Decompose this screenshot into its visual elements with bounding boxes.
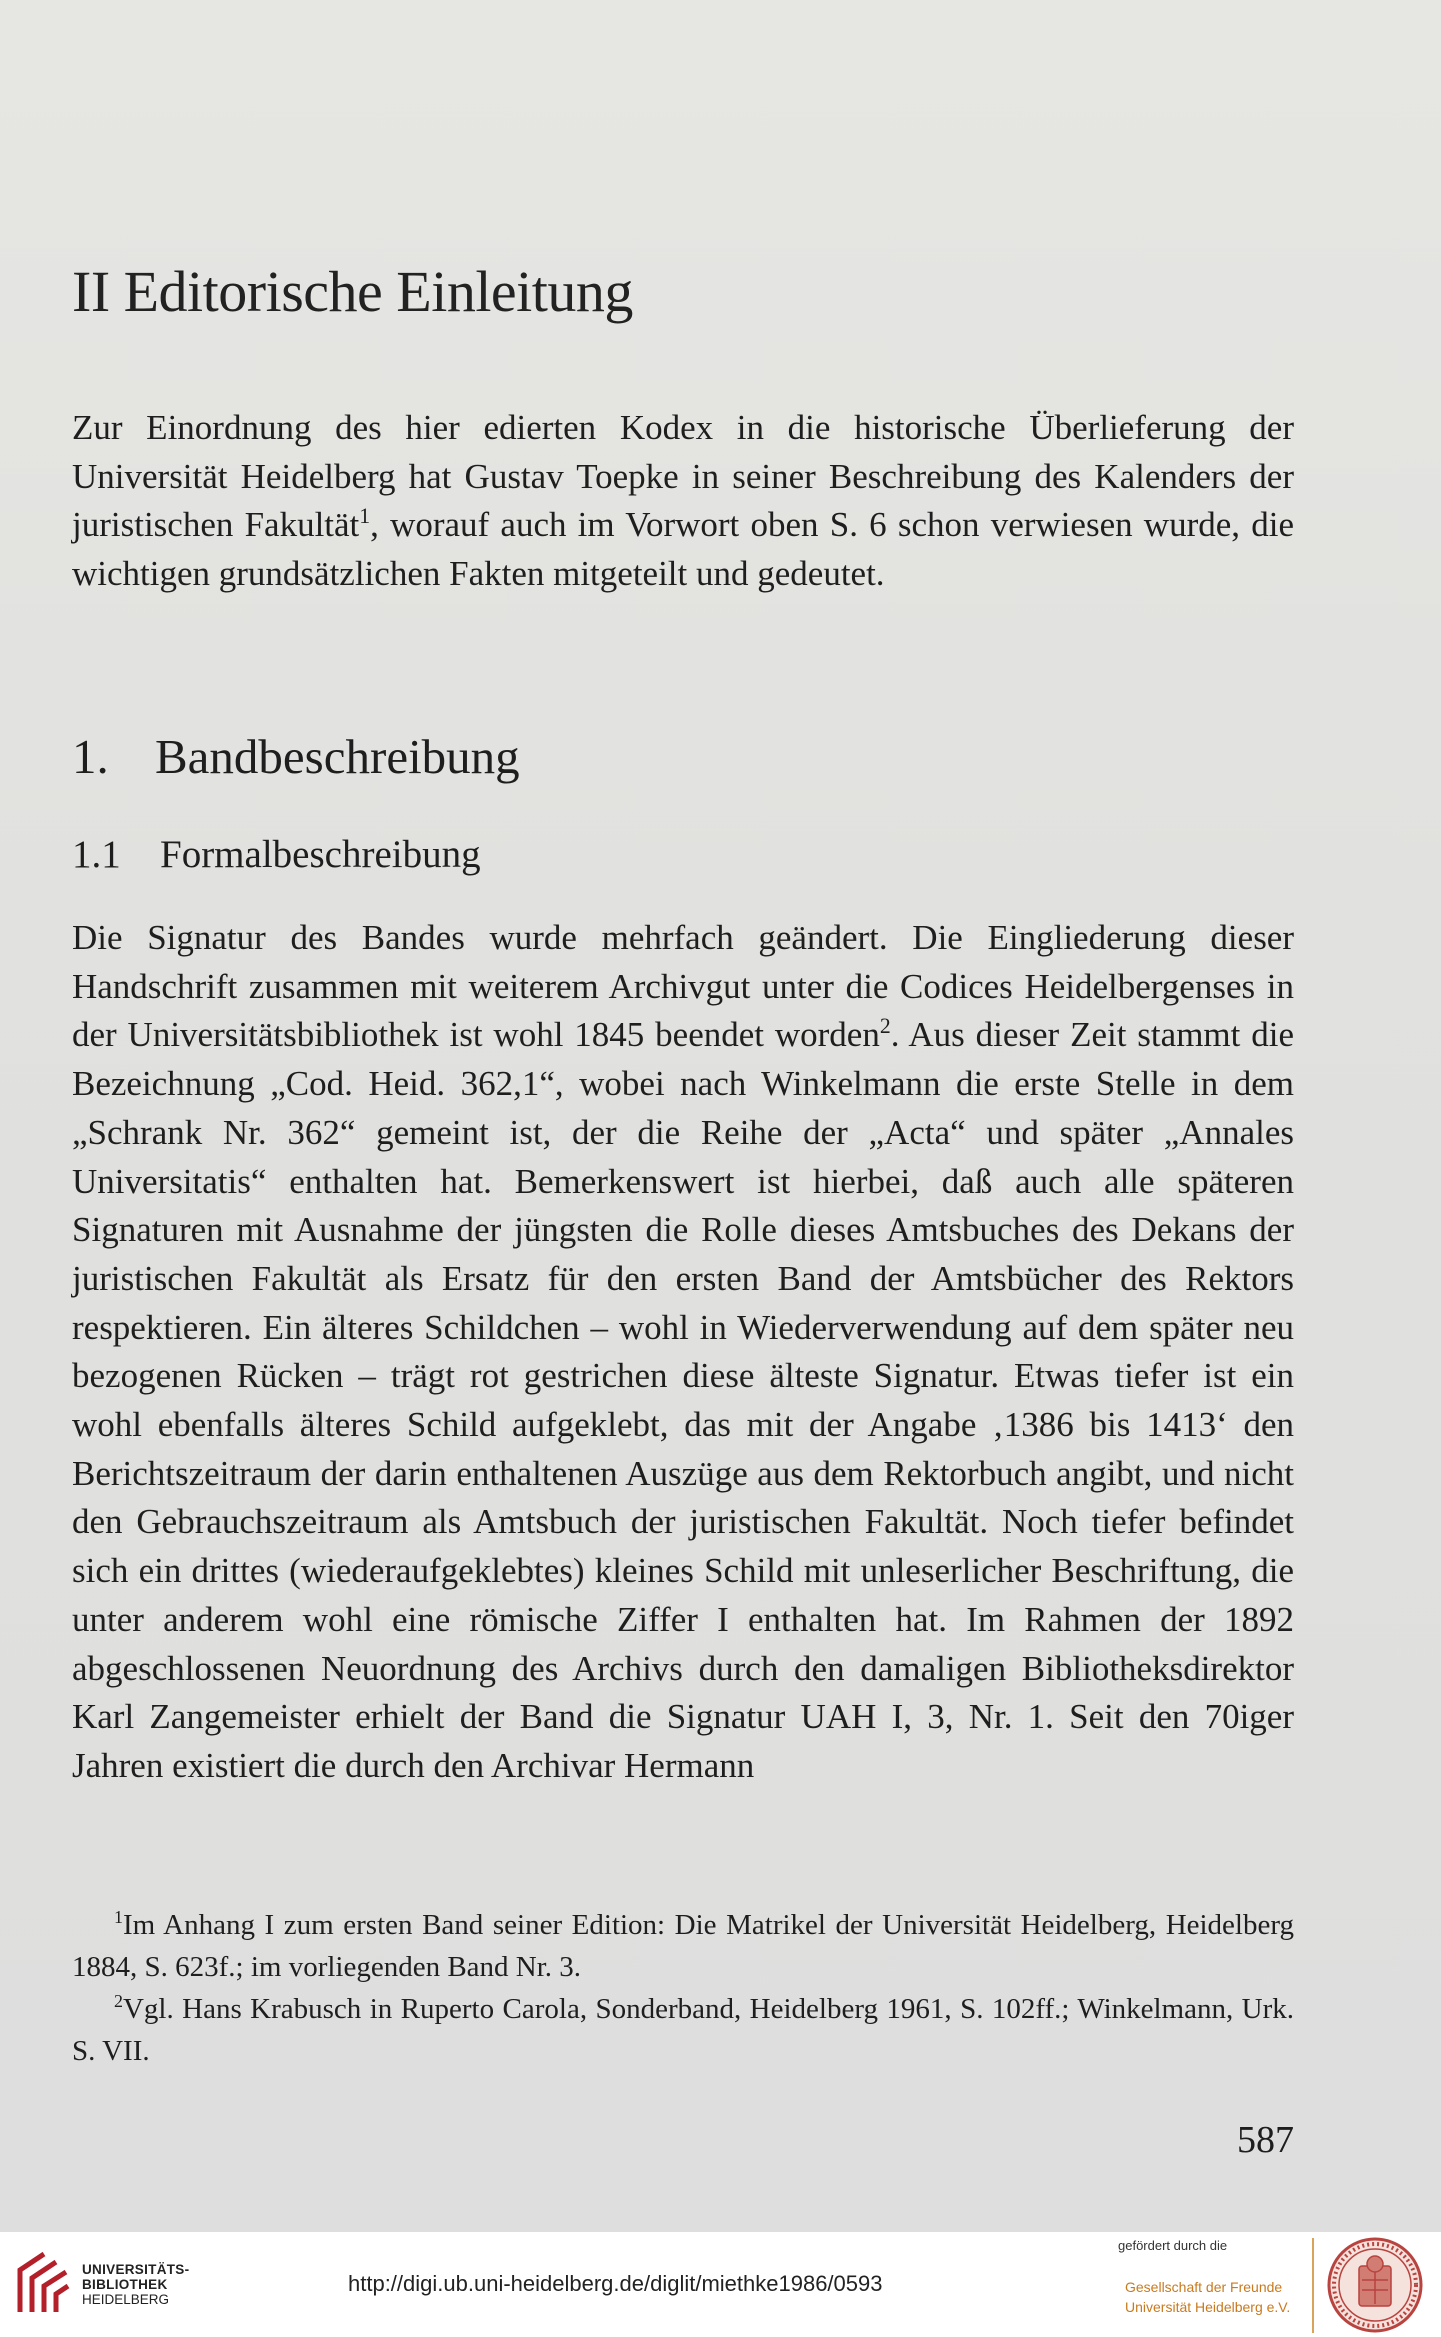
chapter-title: II Editorische Einleitung: [72, 259, 633, 324]
intro-text: Zur Einordnung des hier edierten Kodex in die historische Überlieferung der Universität Heidelberg hat Gustav Toepke in seiner Beschreibung des Kalenders der juristischen Fakultät: [72, 408, 1294, 544]
section-title: Bandbeschreibung: [155, 729, 520, 784]
sponsor-label: gefördert durch die: [1118, 2238, 1228, 2253]
ub-heidelberg-logo-icon[interactable]: [14, 2248, 72, 2318]
section-heading: [72, 728, 520, 785]
university-seal-icon: [1326, 2236, 1424, 2334]
body-paragraph: [72, 914, 1294, 1791]
subsection-title: Formalbeschreibung: [160, 833, 481, 876]
intro-paragraph: [72, 404, 1294, 598]
section-number: 1.: [72, 729, 109, 784]
permalink-url[interactable]: http://digi.ub.uni-heidelberg.de/diglit/miethke1986/0593: [348, 2271, 883, 2296]
sponsor-line-1: Gesellschaft der Freunde: [1125, 2279, 1283, 2295]
intro-text-continued: , worauf auch im Vorwort oben S. 6 schon verwiesen wurde, die wichtigen grundsätzlichen Fakten mitgeteilt und gedeutet.: [72, 505, 1294, 593]
ub-line-3: HEIDELBERG: [82, 2292, 170, 2307]
sponsor-line-2: Universität Heidelberg e.V.: [1125, 2299, 1291, 2315]
viewer-footer: [0, 2232, 1441, 2337]
footnote-2-text: Vgl. Hans Krabusch in Ruperto Carola, Sonderband, Heidelberg 1961, S. 102ff.; Winkelmann, Urk. S. VII.: [72, 1993, 1294, 2067]
body-text-continued: . Aus dieser Zeit stammt die Bezeichnung „Cod. Heid. 362,1“, wobei nach Winkelmann die erste Stelle in dem „Schrank Nr. 362“ gemeint ist, der die Reihe der „Acta“ und später „Annales Universitatis“ enthalten hat. Bemerkenswert ist hierbei, daß auch alle späteren Signaturen mit Ausnahme der jüngsten die Rolle dieses Amtsbuches des Dekans der juristischen Fakultät als Ersatz für den ersten Band der Amtsbücher des Rektors respektieren. Ein älteres Schildchen – wohl in Wiederverwendung auf dem später neu bezogenen Rücken – trägt rot gestrichen diese älteste Signatur. Etwas tiefer ist ein wohl ebenfalls älteres Schild aufgeklebt, das mit der Angabe ‚1386 bis 1413‘ den Berichtszeitraum der darin enthaltenen Auszüge aus dem Rektorbuch angibt, und nicht den Gebrauchszeitraum als Amtsbuch der juristischen Fakultät. Noch tiefer befindet sich ein drittes (wiederaufgeklebtes) kleines Schild mit unleserlicher Beschriftung, die unter anderem wohl eine römische Ziffer I enthalten hat. Im Rahmen der 1892 abgeschlossenen Neuordnung des Archivs durch den damaligen Bibliotheksdirektor Karl Zangemeister erhielt der Band die Signatur UAH I, 3, Nr. 1. Seit den 70iger Jahren existiert die durch den Archivar Hermann: [72, 1015, 1294, 1785]
sponsor-name[interactable]: [1125, 2277, 1290, 2317]
footnote-marker-1: 1: [114, 1907, 123, 1928]
page-number: 587: [1237, 2119, 1294, 2161]
ub-line-1: UNIVERSITÄTS-: [82, 2262, 190, 2277]
body-text: Die Signatur des Bandes wurde mehrfach geändert. Die Eingliederung dieser Handschrift zusammen mit weiterem Archivgut unter die Codices Heidelbergenses in der Universitätsbibliothek ist wohl 1845 beendet worden: [72, 918, 1294, 1055]
footer-divider: [1312, 2238, 1314, 2333]
ub-line-2: BIBLIOTHEK: [82, 2277, 168, 2292]
footnote-1-text: Im Anhang I zum ersten Band seiner Edition: Die Matrikel der Universität Heidelberg, Heidelberg 1884, S. 623f.; im vorliegenden Band Nr. 3.: [72, 1909, 1294, 1983]
subsection-number: 1.1: [72, 833, 121, 876]
footnote-2: [72, 1988, 1294, 2072]
footnote-ref-1[interactable]: 1: [359, 503, 371, 528]
footnotes: [72, 1904, 1294, 2072]
subsection-heading: [72, 832, 481, 877]
footnote-1: [72, 1904, 1294, 1988]
footnote-ref-2[interactable]: 2: [879, 1014, 891, 1039]
footnote-marker-2: 2: [114, 1991, 123, 2012]
ub-heidelberg-wordmark: [82, 2262, 189, 2307]
